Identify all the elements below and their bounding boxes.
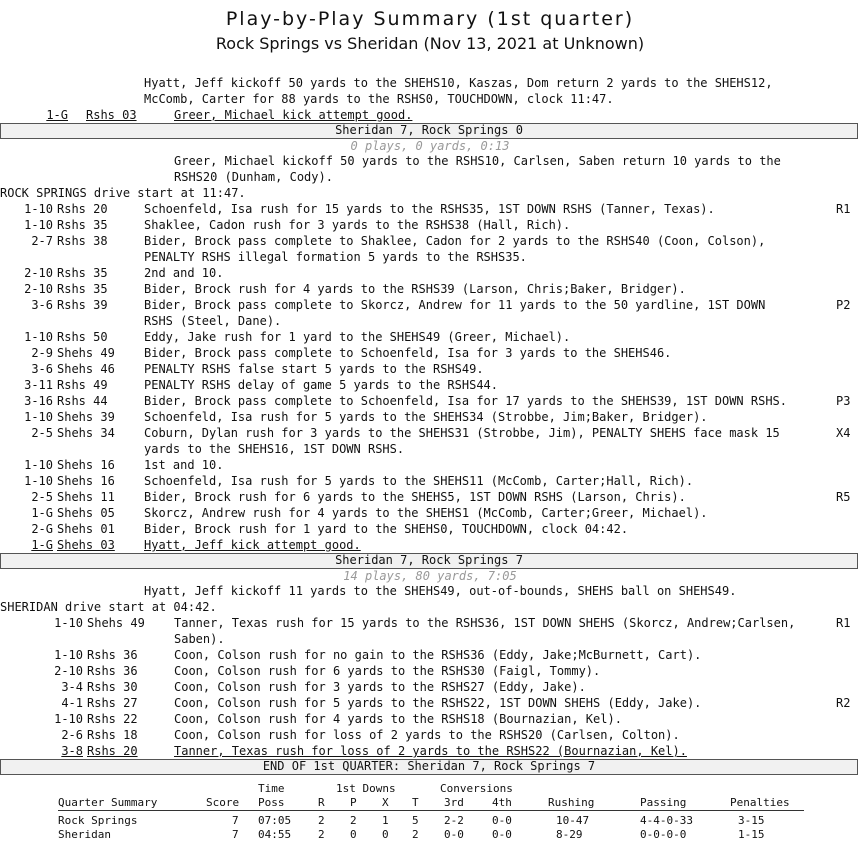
play-spot: Rshs 49 xyxy=(57,378,108,392)
play-row xyxy=(0,297,860,313)
play-row xyxy=(0,345,860,361)
play-spot: Rshs 44 xyxy=(57,394,108,408)
play-down: 3-11 xyxy=(24,378,53,392)
play-down: 3-16 xyxy=(24,394,53,408)
play-description: Bider, Brock pass complete to Schoenfeld, Isa for 3 yards to the SHEHS46. xyxy=(144,346,672,360)
summary-cell-x: 0 xyxy=(382,828,389,841)
summary-cell-score: 7 xyxy=(232,828,239,841)
play-description: Coon, Colson rush for 6 yards to the RSHS30 (Faigl, Tommy). xyxy=(174,664,601,678)
play-spot: Shehs 34 xyxy=(57,426,115,440)
play-down: 2-5 xyxy=(31,490,53,504)
page-subtitle: Rock Springs vs Sheridan (Nov 13, 2021 at Unknown) xyxy=(215,34,645,53)
drive-stats: 0 plays, 0 yards, 0:13 xyxy=(350,139,510,153)
summary-cell-penalties: 3-15 xyxy=(738,814,765,827)
score-bar: Sheridan 7, Rock Springs 0 xyxy=(0,123,858,139)
play-description: Hyatt, Jeff kick attempt good. xyxy=(144,538,361,552)
play-description: Bider, Brock rush for 4 yards to the RSHS39 (Larson, Chris;Baker, Bridger). xyxy=(144,282,686,296)
play-description: yards to the SHEHS16, 1ST DOWN RSHS. xyxy=(144,442,405,456)
drive-start: SHERIDAN drive start at 04:42. xyxy=(0,600,217,614)
play-spot: Shehs 16 xyxy=(57,458,115,472)
play-spot: Shehs 05 xyxy=(57,506,115,520)
play-row xyxy=(0,377,860,393)
kickoff-line: Hyatt, Jeff kickoff 50 yards to the SHEHS10, Kaszas, Dom return 2 yards to the SHEHS12, xyxy=(144,76,773,90)
play-down: 1-G xyxy=(31,538,53,552)
play-marker: R5 xyxy=(836,490,851,504)
play-down: 4-1 xyxy=(61,696,83,710)
play-description: Shaklee, Cadon rush for 3 yards to the RSHS38 (Hall, Rich). xyxy=(144,218,571,232)
play-row xyxy=(0,727,860,743)
summary-cell-rushing: 10-47 xyxy=(556,814,590,827)
play-description: Schoenfeld, Isa rush for 5 yards to the SHEHS34 (Strobbe, Jim;Baker, Bridger). xyxy=(144,410,708,424)
play-marker: R1 xyxy=(836,202,851,216)
play-spot: Rshs 39 xyxy=(57,298,108,312)
play-description: 1st and 10. xyxy=(144,458,224,472)
play-row xyxy=(0,663,860,679)
play-down: 2-10 xyxy=(24,266,53,280)
summary-cell-fourth: 0-0 xyxy=(492,828,512,841)
play-spot: Rshs 35 xyxy=(57,266,108,280)
play-row xyxy=(0,361,860,377)
play-down: 3-6 xyxy=(31,362,53,376)
play-row xyxy=(0,441,860,457)
summary-cell-poss: 04:55 xyxy=(258,828,292,841)
summary-cell-third: 0-0 xyxy=(444,828,464,841)
play-spot: Rshs 30 xyxy=(87,680,138,694)
kickoff-line: McComb, Carter for 88 yards to the RSHS0, TOUCHDOWN, clock 11:47. xyxy=(144,92,614,106)
play-row xyxy=(0,473,860,489)
play-spot: Rshs 50 xyxy=(57,330,108,344)
play-row xyxy=(0,679,860,695)
play-description: Coon, Colson rush for loss of 2 yards to the RSHS20 (Carlsen, Colton). xyxy=(174,728,680,742)
play-description: Saben). xyxy=(174,632,225,646)
play-down: 1-10 xyxy=(24,218,53,232)
play-spot: Rshs 20 xyxy=(57,202,108,216)
play-description: 2nd and 10. xyxy=(144,266,224,280)
summary-cell-p: 2 xyxy=(350,814,357,827)
play-description: RSHS (Steel, Dane). xyxy=(144,314,282,328)
play-spot: Rshs 35 xyxy=(57,282,108,296)
summary-cell-r: 2 xyxy=(318,814,325,827)
play-down: 1-10 xyxy=(24,410,53,424)
play-marker: R1 xyxy=(836,616,851,630)
play-row xyxy=(0,615,860,631)
drive-plays xyxy=(0,201,860,553)
play-description: Bider, Brock pass complete to Shaklee, Cadon for 2 yards to the RSHS40 (Coon, Colson), xyxy=(144,234,766,248)
play-row xyxy=(0,329,860,345)
summary-cell-team: Rock Springs xyxy=(58,814,138,827)
play-row xyxy=(0,537,860,553)
summary-cell-p: 0 xyxy=(350,828,357,841)
play-row xyxy=(0,393,860,409)
play-down: 1-10 xyxy=(24,458,53,472)
play-spot: Rshs 36 xyxy=(87,664,138,678)
summary-cell-third: 2-2 xyxy=(444,814,464,827)
play-row xyxy=(0,521,860,537)
quarter-summary xyxy=(0,782,860,842)
summary-rows xyxy=(0,814,860,842)
play-spot: Shehs 49 xyxy=(87,616,145,630)
play-down: 2-10 xyxy=(54,664,83,678)
play-row xyxy=(0,489,860,505)
play-row xyxy=(0,281,860,297)
play-down: 1-10 xyxy=(24,202,53,216)
summary-cell-x: 1 xyxy=(382,814,389,827)
summary-divider xyxy=(58,810,804,811)
play-down: 3-8 xyxy=(61,744,83,758)
play-row xyxy=(0,217,860,233)
summary-row xyxy=(0,814,860,828)
play-row xyxy=(0,265,860,281)
play-by-play xyxy=(0,75,860,775)
play-row xyxy=(0,409,860,425)
play-spot: Shehs 01 xyxy=(57,522,115,536)
play-description: PENALTY RSHS illegal formation 5 yards to the RSHS35. xyxy=(144,250,527,264)
play-row xyxy=(0,201,860,217)
drive-stats: 14 plays, 80 yards, 7:05 xyxy=(343,569,517,583)
play-down: 2-9 xyxy=(31,346,53,360)
play-row xyxy=(0,647,860,663)
play-spot: Rshs 22 xyxy=(87,712,138,726)
play-down: 3-4 xyxy=(61,680,83,694)
play-row xyxy=(0,313,860,329)
play-spot: Shehs 11 xyxy=(57,490,115,504)
play-down: 1-10 xyxy=(24,330,53,344)
summary-cell-r: 2 xyxy=(318,828,325,841)
summary-group-headers: Time 1st Downs Conversions xyxy=(258,782,513,795)
play-description: Bider, Brock rush for 6 yards to the SHEHS5, 1ST DOWN RSHS (Larson, Chris). xyxy=(144,490,686,504)
summary-cell-t: 2 xyxy=(412,828,419,841)
summary-cell-team: Sheridan xyxy=(58,828,111,841)
play-row xyxy=(0,743,860,759)
play-down: 2-G xyxy=(31,522,53,536)
play-row xyxy=(0,711,860,727)
play-spot: Rshs 18 xyxy=(87,728,138,742)
play-marker: R2 xyxy=(836,696,851,710)
play-description: PENALTY RSHS false start 5 yards to the RSHS49. xyxy=(144,362,484,376)
play-down: 1-10 xyxy=(54,648,83,662)
play-spot: Shehs 49 xyxy=(57,346,115,360)
summary-cell-t: 5 xyxy=(412,814,419,827)
play-spot: Shehs 39 xyxy=(57,410,115,424)
summary-cell-penalties: 1-15 xyxy=(738,828,765,841)
play-spot: Rshs 38 xyxy=(57,234,108,248)
play-down: 1-10 xyxy=(54,712,83,726)
play-description: Tanner, Texas rush for loss of 2 yards to the RSHS22 (Bournazian, Kel). xyxy=(174,744,687,758)
summary-cell-poss: 07:05 xyxy=(258,814,292,827)
play-down: 2-5 xyxy=(31,426,53,440)
play-row xyxy=(0,233,860,249)
play-down: 1-10 xyxy=(54,616,83,630)
play-down: 3-6 xyxy=(31,298,53,312)
play-spot: Rshs 35 xyxy=(57,218,108,232)
play-description: Bider, Brock pass complete to Skorcz, Andrew for 11 yards to the 50 yardline, 1ST DOWN xyxy=(144,298,766,312)
summary-row xyxy=(0,828,860,842)
summary-cell-passing: 4-4-0-33 xyxy=(640,814,693,827)
play-down: 2-7 xyxy=(31,234,53,248)
kickoff-line: Hyatt, Jeff kickoff 11 yards to the SHEHS49, out-of-bounds, SHEHS ball on SHEHS49. xyxy=(144,584,737,598)
play-description: Bider, Brock pass complete to Schoenfeld, Isa for 17 yards to the SHEHS39, 1ST DOWN RSHS. xyxy=(144,394,787,408)
score-bar: Sheridan 7, Rock Springs 7 xyxy=(0,553,858,569)
play-description: Tanner, Texas rush for 15 yards to the RSHS36, 1ST DOWN SHEHS (Skorcz, Andrew;Carlsen, xyxy=(174,616,796,630)
play-description: Coburn, Dylan rush for 3 yards to the SHEHS31 (Strobbe, Jim), PENALTY SHEHS face mask 15 xyxy=(144,426,780,440)
play-row xyxy=(0,631,860,647)
play-description: Schoenfeld, Isa rush for 15 yards to the RSHS35, 1ST DOWN RSHS (Tanner, Texas). xyxy=(144,202,715,216)
play-description: Coon, Colson rush for 4 yards to the RSHS18 (Bournazian, Kel). xyxy=(174,712,622,726)
play-description: PENALTY RSHS delay of game 5 yards to the RSHS44. xyxy=(144,378,499,392)
play-description: Coon, Colson rush for 3 yards to the RSHS27 (Eddy, Jake). xyxy=(174,680,586,694)
drive-start: ROCK SPRINGS drive start at 11:47. xyxy=(0,186,246,200)
summary-column-headers: Quarter Summary Score Poss R P X T 3rd 4th Rushing Passing Penalties xyxy=(58,796,790,809)
summary-cell-fourth: 0-0 xyxy=(492,814,512,827)
play-description: Eddy, Jake rush for 1 yard to the SHEHS49 (Greer, Michael). xyxy=(144,330,571,344)
play-spot: Shehs 46 xyxy=(57,362,115,376)
drive-plays xyxy=(0,615,860,759)
play-description: Schoenfeld, Isa rush for 5 yards to the SHEHS11 (McComb, Carter;Hall, Rich). xyxy=(144,474,694,488)
play-row xyxy=(0,457,860,473)
play-marker: P2 xyxy=(836,298,851,312)
summary-cell-rushing: 8-29 xyxy=(556,828,583,841)
play-description: Skorcz, Andrew rush for 4 yards to the SHEHS1 (McComb, Carter;Greer, Michael). xyxy=(144,506,708,520)
play-down: 2-6 xyxy=(61,728,83,742)
kickoff-line: RSHS20 (Dunham, Cody). xyxy=(174,170,333,184)
play-spot: Shehs 03 xyxy=(57,538,115,552)
play-description: Bider, Brock rush for 1 yard to the SHEHS0, TOUCHDOWN, clock 04:42. xyxy=(144,522,629,536)
play-row xyxy=(0,505,860,521)
play-spot: Rshs 27 xyxy=(87,696,138,710)
play-row: 1-G Rshs 03 Greer, Michael kick attempt good. xyxy=(46,108,413,122)
score-bar: END OF 1st QUARTER: Sheridan 7, Rock Springs 7 xyxy=(0,759,858,775)
play-down: 2-10 xyxy=(24,282,53,296)
play-description: Coon, Colson rush for 5 yards to the RSHS22, 1ST DOWN SHEHS (Eddy, Jake). xyxy=(174,696,702,710)
kickoff-line: Greer, Michael kickoff 50 yards to the RSHS10, Carlsen, Saben return 10 yards to the xyxy=(174,154,781,168)
page-title: Play-by-Play Summary (1st quarter) xyxy=(225,8,635,30)
summary-cell-score: 7 xyxy=(232,814,239,827)
play-down: 1-G xyxy=(31,506,53,520)
play-marker: X4 xyxy=(836,426,851,440)
summary-cell-passing: 0-0-0-0 xyxy=(640,828,687,841)
play-description: Coon, Colson rush for no gain to the RSHS36 (Eddy, Jake;McBurnett, Cart). xyxy=(174,648,702,662)
play-spot: Shehs 16 xyxy=(57,474,115,488)
play-spot: Rshs 36 xyxy=(87,648,138,662)
play-marker: P3 xyxy=(836,394,851,408)
play-down: 1-10 xyxy=(24,474,53,488)
play-row xyxy=(0,249,860,265)
play-row xyxy=(0,695,860,711)
play-spot: Rshs 20 xyxy=(87,744,138,758)
play-row xyxy=(0,425,860,441)
